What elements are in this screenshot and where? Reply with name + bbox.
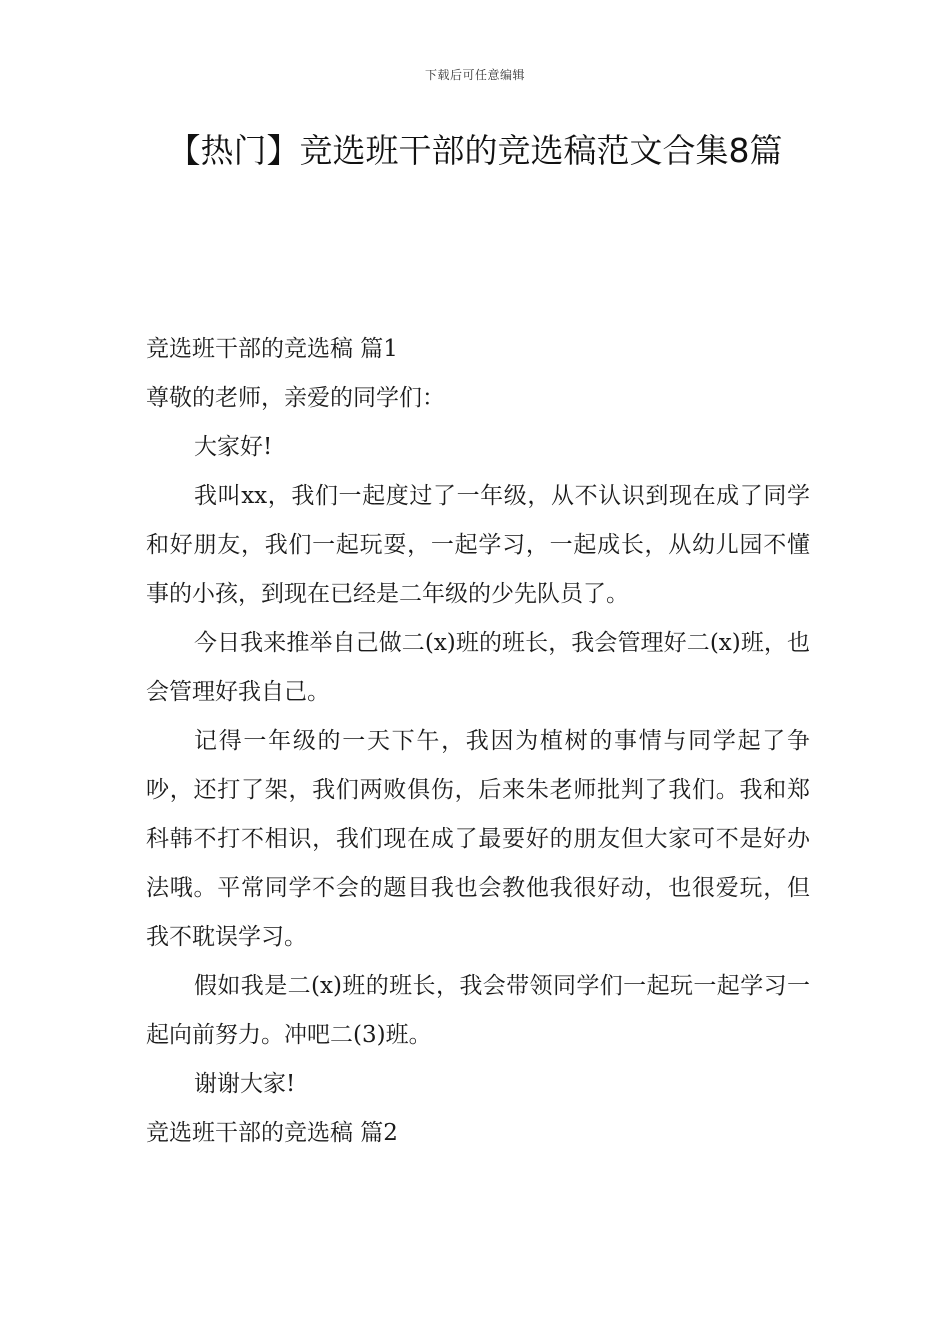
greeting-paragraph: 大家好! [194,434,273,460]
body-paragraph: 记得一年级的一天下午，我因为植树的事情与同学起了争吵，还打了架，我们两败俱伤，后来朱老师批判了我们。我和郑科韩不打不相识，我们现在成了最要好的朋友但大家可不是好办法哦。平常同学不会的题目我也会教他我很好动，也很爱玩，但我不耽误学习。 [146,728,810,950]
section-heading-2: 竞选班干部的竞选稿 篇2 [146,1120,398,1146]
salutation: 尊敬的老师，亲爱的同学们： [146,385,445,411]
section-heading-1: 竞选班干部的竞选稿 篇1 [146,336,398,362]
document-title: 【热门】竞选班干部的竞选稿范文合集8篇 [167,131,783,170]
body-paragraph: 今日我来推举自己做二(x)班的班长，我会管理好二(x)班，也会管理好我自己。 [146,630,810,705]
document-body [146,325,810,1158]
body-paragraph: 假如我是二(x)班的班长，我会带领同学们一起玩一起学习一起向前努力。冲吧二(3)班。 [146,973,810,1048]
body-paragraph: 我叫xx，我们一起度过了一年级，从不认识到现在成了同学和好朋友，我们一起玩耍，一起学习，一起成长，从幼儿园不懂事的小孩，到现在已经是二年级的少先队员了。 [146,483,810,607]
closing-paragraph: 谢谢大家! [194,1071,296,1097]
header-note: 下载后可任意编辑 [424,68,525,82]
